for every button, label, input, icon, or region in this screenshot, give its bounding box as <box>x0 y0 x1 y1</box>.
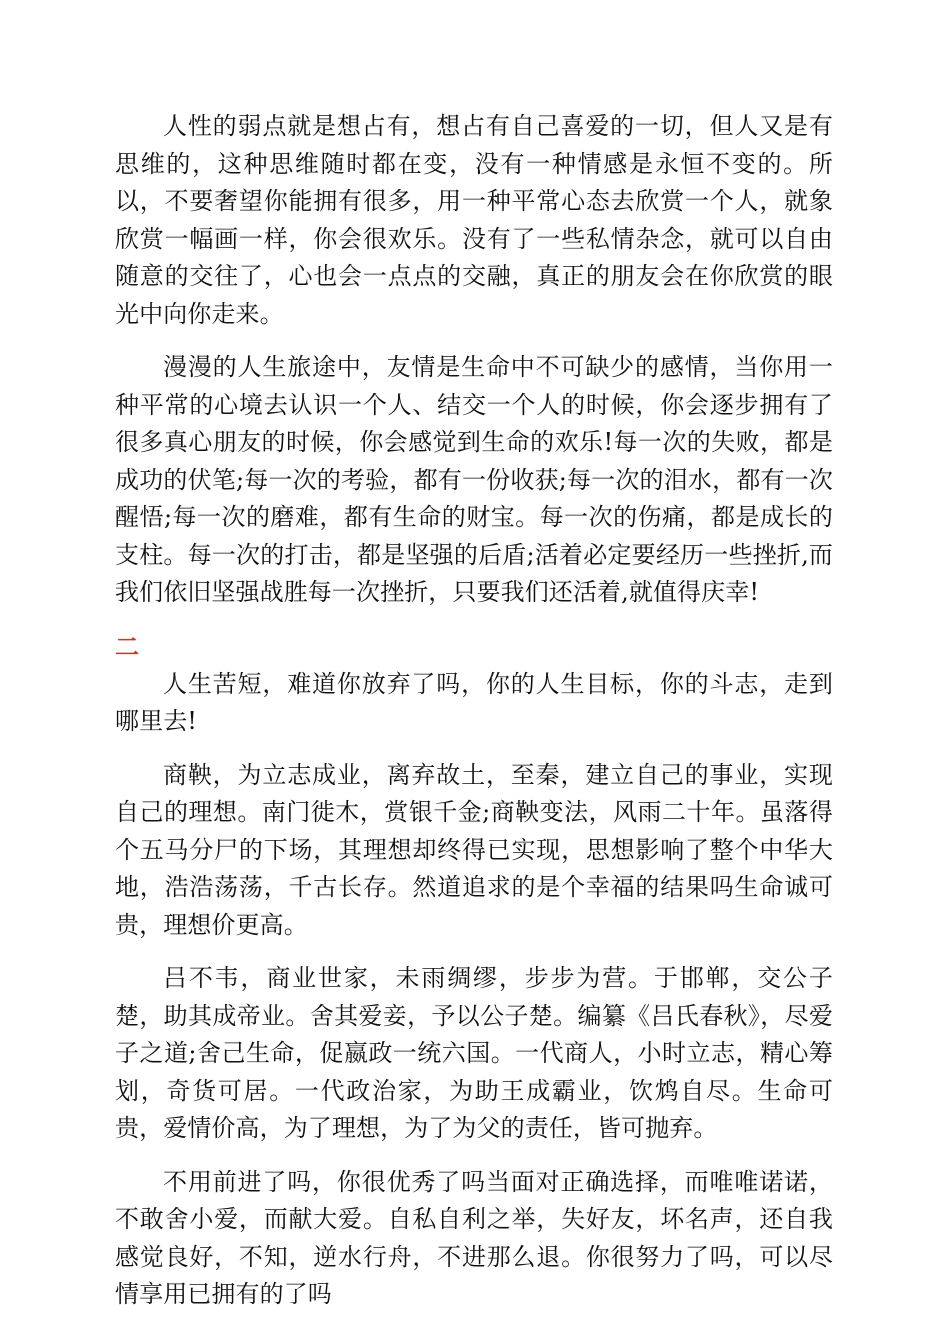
paragraph: 吕不韦，商业世家，未雨绸缪，步步为营。于邯郸，交公子楚，助其成帝业。舍其爱妾，予以公子楚。编纂《吕氏春秋》，尽爱子之道;舍己生命，促嬴政一统六国。一代商人，小时立志，精心筹划，奇货可居。一代政治家，为助王成霸业，饮鸩自尽。生命可贵，爱情价高，为了理想，为了为父的责任，皆可抛弃。 <box>115 964 833 1142</box>
document-body <box>115 108 833 1330</box>
paragraph: 不用前进了吗，你很优秀了吗当面对正确选择，而唯唯诺诺，不敢舍小爱，而献大爱。自私自利之举，失好友，坏名声，还自我感觉良好，不知，逆水行舟，不进那么退。你很努力了吗，可以尽情享用已拥有的了吗 <box>115 1167 833 1308</box>
paragraph: 漫漫的人生旅途中，友情是生命中不可缺少的感情，当你用一种平常的心境去认识一个人、结交一个人的时候，你会逐步拥有了很多真心朋友的时候，你会感觉到生命的欢乐!每一次的失败，都是成功的伏笔;每一次的考验，都有一份收获;每一次的泪水，都有一次醒悟;每一次的磨难，都有生命的财宝。每一次的伤痛，都是成长的支柱。每一次的打击，都是坚强的后盾;活着必定要经历一些挫折,而我们依旧坚强战胜每一次挫折，只要我们还活着,就值得庆幸! <box>115 353 833 606</box>
paragraph: 人生苦短，难道你放弃了吗，你的人生目标，你的斗志，走到哪里去! <box>115 669 833 735</box>
paragraph: 人性的弱点就是想占有，想占有自己喜爱的一切，但人又是有思维的，这种思维随时都在变，没有一种情感是永恒不变的。所以，不要奢望你能拥有很多，用一种平常心态去欣赏一个人，就象欣赏一幅画一样，你会很欢乐。没有了一些私情杂念，就可以自由随意的交往了，心也会一点点的交融，真正的朋友会在你欣赏的眼光中向你走来。 <box>115 112 833 328</box>
section-heading-text: 二 <box>115 632 139 661</box>
section-heading <box>115 628 833 666</box>
paragraph: 商鞅，为立志成业，离弃故土，至秦，建立自己的事业，实现自己的理想。南门徙木，赏银千金;商鞅变法，风雨二十年。虽落得个五马分尸的下场，其理想却终得已实现，思想影响了整个中华大地，浩浩荡荡，千古长存。然道追求的是个幸福的结果吗生命诚可贵，理想价更高。 <box>115 760 833 939</box>
